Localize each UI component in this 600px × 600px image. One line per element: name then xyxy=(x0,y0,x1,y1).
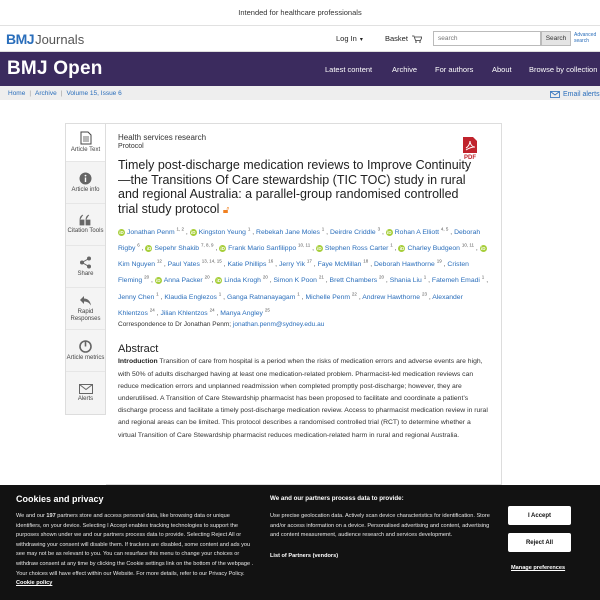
breadcrumb-separator: | xyxy=(60,89,63,97)
author-separator: , xyxy=(441,261,448,269)
sidebar-label-article-text: Article Text xyxy=(70,147,101,153)
author-name-link[interactable]: Jenny Chen xyxy=(118,293,155,301)
quote-icon xyxy=(79,214,92,226)
journal-nav xyxy=(0,52,600,86)
sidebar-item-article-info[interactable] xyxy=(66,162,105,204)
pdf-download-button[interactable] xyxy=(462,136,478,161)
author-affiliation: 20 xyxy=(379,275,385,281)
author-affiliation: 3 xyxy=(377,227,381,232)
author-separator: , xyxy=(267,277,274,285)
author-affiliation: 23 xyxy=(421,291,427,297)
author-name-link[interactable]: Kim Nguyen xyxy=(118,261,156,269)
author-name-link[interactable]: Anna Packer xyxy=(163,277,203,285)
author-item xyxy=(190,229,256,236)
advanced-search-link[interactable]: Advanced search xyxy=(574,32,597,44)
author-item xyxy=(374,261,447,268)
orcid-icon[interactable]: iD xyxy=(317,246,322,252)
sidebar-label-alerts: Alerts xyxy=(77,395,94,402)
author-item xyxy=(330,229,386,236)
author-item xyxy=(227,261,279,268)
author-separator: , xyxy=(154,309,161,317)
author-affiliation: 18 xyxy=(363,259,369,265)
author-name-link[interactable]: Klaudia Englezos xyxy=(164,293,217,301)
author-item xyxy=(164,291,227,301)
author-separator: , xyxy=(299,293,306,301)
breadcrumb-separator: | xyxy=(29,89,32,97)
logo-journals: Journals xyxy=(35,31,85,47)
manage-preferences-link[interactable]: Manage preferences xyxy=(511,565,566,571)
author-separator: , xyxy=(426,293,433,301)
basket-label: Basket xyxy=(385,34,408,43)
author-name-link[interactable]: Paul Yates xyxy=(167,261,200,269)
info-icon xyxy=(79,172,92,185)
breadcrumb-home[interactable]: Home xyxy=(8,89,26,97)
orcid-icon[interactable]: iD xyxy=(216,278,222,284)
author-item xyxy=(226,291,306,301)
author-name-link[interactable]: Jilian Khlentzos xyxy=(160,309,208,317)
orcid-icon[interactable]: iD xyxy=(146,246,152,252)
login-button[interactable] xyxy=(336,34,363,43)
author-name-link[interactable]: Faye McMillan xyxy=(317,261,362,269)
open-access-icon: 🔓︎ xyxy=(222,204,230,216)
author-name-link[interactable]: Linda Krogh xyxy=(224,277,261,285)
orcid-icon[interactable]: iD xyxy=(220,246,225,252)
author-separator: , xyxy=(161,261,168,269)
vendors-link[interactable]: List of Partners (vendors) xyxy=(270,553,339,559)
author-affiliation: 24 xyxy=(149,307,155,313)
basket-button[interactable] xyxy=(385,34,422,43)
intro-label: Introduction xyxy=(118,358,158,366)
correspondence-email-link[interactable]: jonathan.penm@sydney.edu.au xyxy=(232,321,325,329)
author-separator: , xyxy=(380,229,386,237)
author-affiliation: 1 xyxy=(218,291,222,297)
sidebar-label-article-metrics: Article metrics xyxy=(66,354,105,361)
article-title-text: Timely post-discharge medication reviews to Improve Continuity—the Transitions Of Care stewardship (TIC TOC) study in rural and regional Australia: a parallel-group randomised controlled trial study protocol xyxy=(118,158,472,216)
login-label: Log In xyxy=(336,34,357,43)
nav-for-authors[interactable]: For authors xyxy=(435,65,474,74)
author-separator: , xyxy=(213,245,220,253)
chevron-down-icon: ▾ xyxy=(359,37,363,43)
author-name-link[interactable]: Stephen Ross Carter xyxy=(324,245,389,253)
author-separator: , xyxy=(250,229,257,237)
author-name-link[interactable]: Rohan A Elliott xyxy=(394,229,439,237)
author-item xyxy=(386,229,454,236)
author-separator: , xyxy=(392,245,399,253)
author-name-link[interactable]: Sepehr Shakib xyxy=(154,245,200,253)
author-item xyxy=(279,261,318,268)
author-affiliation: 17 xyxy=(306,259,312,265)
reject-all-button[interactable]: Reject All xyxy=(508,533,571,552)
author-affiliation: 1 xyxy=(156,291,159,297)
pdf-label: PDF xyxy=(464,155,476,161)
cookie-heading: Cookies and privacy xyxy=(16,494,104,504)
author-name-link[interactable]: Deborah Hawthorne xyxy=(373,261,435,269)
reply-icon xyxy=(79,295,92,307)
breadcrumb-archive[interactable]: Archive xyxy=(35,89,57,97)
author-name-link[interactable]: Andrew Hawthorne xyxy=(362,293,421,301)
author-affiliation: 6 xyxy=(137,243,140,249)
healthcare-notice xyxy=(0,0,600,26)
orcid-icon[interactable]: iD xyxy=(399,246,405,252)
breadcrumb-volume[interactable]: Volume 15, Issue 6 xyxy=(66,89,122,97)
author-affiliation: 22 xyxy=(351,291,357,297)
author-affiliation: 20 xyxy=(144,275,150,281)
breadcrumb xyxy=(0,86,600,100)
author-separator: , xyxy=(474,245,480,253)
author-affiliation: 20 xyxy=(262,275,268,281)
author-item xyxy=(316,245,399,252)
author-name-link[interactable]: Rebekah Jane Moles xyxy=(256,229,320,237)
author-name-link[interactable]: Ganga Ratnanayagam xyxy=(226,293,296,301)
author-separator: , xyxy=(426,277,432,285)
author-separator: , xyxy=(184,229,190,237)
author-affiliation: 24 xyxy=(209,307,215,313)
author-item xyxy=(330,277,390,284)
author-name-link[interactable]: Frank Mario Sanfilippo xyxy=(228,245,297,253)
logo-bmj: BMJ xyxy=(6,30,35,47)
author-item xyxy=(145,245,219,252)
author-separator: , xyxy=(448,229,455,237)
author-separator: , xyxy=(356,293,363,301)
cookie-text xyxy=(16,512,256,589)
author-separator: , xyxy=(149,277,155,285)
author-affiliation: 1 xyxy=(321,227,325,232)
author-separator: , xyxy=(209,277,216,285)
author-name-link[interactable]: Simon K Poon xyxy=(273,277,317,285)
orcid-icon[interactable]: iD xyxy=(387,229,392,235)
author-affiliation: 19 xyxy=(436,259,442,265)
site-header xyxy=(0,26,600,52)
cookie-policy-link[interactable]: Cookie policy xyxy=(16,580,53,587)
author-name-link[interactable]: Cristen Fleming xyxy=(118,261,469,285)
author-list xyxy=(118,224,489,320)
article-title xyxy=(118,158,473,218)
author-item xyxy=(318,261,374,268)
sidebar-item-citation-tools[interactable] xyxy=(66,204,105,246)
author-affiliation: 1 xyxy=(297,291,300,297)
article-sidebar xyxy=(65,123,106,415)
author-affiliation: 1 xyxy=(423,275,427,281)
author-item xyxy=(390,277,432,284)
author-affiliation: 1, 2 xyxy=(176,227,185,232)
abstract-introduction xyxy=(118,356,489,441)
sidebar-item-article-text[interactable] xyxy=(66,124,105,162)
abstract-heading: Abstract xyxy=(118,343,159,356)
cookie-banner xyxy=(0,485,600,600)
process-text: Use precise geolocation data. Actively scan device characteristics for identification. Store and/or access information on a device. Personalised advertising and content, advertising and content measurement, audience research and services development. xyxy=(270,513,490,539)
author-name-link[interactable]: Manya Angley xyxy=(220,309,263,317)
journal-brand[interactable]: BMJ Open xyxy=(7,58,103,79)
sidebar-label-rapid-responses: Rapid Responses xyxy=(70,308,101,322)
mail-icon xyxy=(79,384,93,394)
cookie-text-after: partners store and access personal data, like browsing data or unique identifiers, on your device. Selecting I Accept enables tracking technologies to support the purposes shown under we and our partners process data to provide. Selecting Reject All or withdrawing your consent will disable them. If trackers are disabled, some content and ads you see may not be as relevant to you. You can resurface this menu to change your choices or withdraw consent at any time by clicking the Cookie settings link on the bottom of the webpage . Your choices will have effect within our Website. For more details, refer to our Privacy Policy. xyxy=(16,513,254,577)
author-affiliation: 1 xyxy=(247,227,251,232)
author-item xyxy=(118,291,165,301)
author-item xyxy=(160,307,221,317)
author-separator: , xyxy=(368,261,374,269)
document-icon xyxy=(80,131,92,145)
sidebar-label-citation-tools: Citation Tools xyxy=(67,228,104,234)
author-affiliation: 16 xyxy=(268,259,274,265)
author-separator: , xyxy=(310,245,316,253)
orcid-icon[interactable]: iD xyxy=(119,229,124,235)
article-type: Protocol xyxy=(118,143,144,150)
envelope-icon xyxy=(550,91,560,98)
metrics-icon xyxy=(79,340,92,353)
partners-count: 197 xyxy=(46,513,56,519)
author-affiliation: 4, 5 xyxy=(440,227,449,232)
author-separator: , xyxy=(384,277,390,285)
cart-icon xyxy=(412,35,422,43)
correspondence-label: Correspondence to Dr Jonathan Penm; xyxy=(118,321,232,329)
author-affiliation: 7, 8, 9 xyxy=(200,243,214,249)
author-name-link[interactable]: Deborah Rigby xyxy=(118,229,481,253)
author-item xyxy=(256,229,330,236)
author-item xyxy=(362,291,433,301)
author-affiliation: 21 xyxy=(318,275,324,281)
author-name-link[interactable]: Charley Budgeon xyxy=(407,245,460,253)
author-name-link[interactable]: Kingston Yeung xyxy=(198,229,246,237)
email-alerts-label: Email alerts xyxy=(563,91,600,98)
nav-about[interactable]: About xyxy=(492,65,512,74)
orcid-icon[interactable]: iD xyxy=(190,229,196,235)
author-separator: , xyxy=(158,293,165,301)
author-affiliation: 12 xyxy=(156,259,162,265)
author-affiliation: 10, 11 xyxy=(298,243,311,249)
sidebar-item-article-metrics[interactable] xyxy=(66,330,105,372)
sidebar-item-share[interactable] xyxy=(66,246,105,288)
author-name-link[interactable]: Jerry Yik xyxy=(278,261,306,269)
author-name-link[interactable]: Deirdre Criddle xyxy=(329,229,376,237)
nav-latest-content[interactable]: Latest content xyxy=(325,65,373,74)
cookie-text-before: We and our xyxy=(16,513,47,519)
author-separator: , xyxy=(273,261,279,269)
author-item xyxy=(215,277,273,284)
author-name-link[interactable]: Brett Chambers xyxy=(329,277,378,285)
sidebar-item-rapid-responses[interactable] xyxy=(66,288,105,330)
author-separator: , xyxy=(221,293,227,301)
author-name-link[interactable]: Alexander Khlentzos xyxy=(118,293,463,317)
author-name-link[interactable]: Fatemeh Emadi xyxy=(431,277,480,285)
orcid-icon[interactable]: iD xyxy=(480,246,486,252)
author-item xyxy=(155,277,216,284)
search-input[interactable] xyxy=(433,31,541,46)
author-item xyxy=(220,307,270,317)
share-icon xyxy=(79,256,92,269)
author-affiliation: 10, 11 xyxy=(461,243,475,249)
author-affiliation: 1 xyxy=(390,243,393,249)
nav-browse-by-collection[interactable]: Browse by collection xyxy=(529,65,598,74)
author-name-link[interactable]: Jonathan Penm xyxy=(127,229,175,237)
author-separator: , xyxy=(323,277,330,285)
sidebar-label-article-info: Article info xyxy=(71,186,100,193)
author-separator: , xyxy=(214,309,221,317)
author-affiliation: 13, 14, 15 xyxy=(201,259,222,265)
author-name-link[interactable]: Michelle Penm xyxy=(305,293,351,301)
author-affiliation: 25 xyxy=(264,307,270,313)
author-affiliation: 1 xyxy=(481,275,485,281)
author-item xyxy=(305,291,363,301)
sidebar-item-alerts[interactable] xyxy=(66,372,105,414)
author-separator: , xyxy=(324,229,330,237)
author-name-link[interactable]: Shania Liu xyxy=(389,277,422,285)
sidebar-label-share: Share xyxy=(77,270,94,277)
author-item xyxy=(398,245,479,252)
author-item xyxy=(432,277,488,284)
article-panel xyxy=(106,123,502,485)
intro-text: Transition of care from hospital is a period when the risks of medication errors and adverse events are high, with 50% of adults discharged having at least one medication-related problem. Pharmacist-led medication reviews can reduce medication errors and unplanned readmission when completed promptly post-discharge; however, they are underutilised. A Transition of Care Stewardship pharmacist has been proposed to facilitate and coordinate a patient’s discharge process and facilitate a timely post-discharge medication review. Access to pharmacist medication review in rural and regional areas can be limited. This protocol describes a randomised controlled trial (RCT) to determine whether a virtual Transition of Care Stewardship pharmacist reduces medication-related harm in rural and regional Australia. xyxy=(118,358,488,439)
author-item xyxy=(168,261,228,268)
article-section[interactable]: Health services research xyxy=(118,133,207,142)
author-affiliation: 20 xyxy=(204,275,210,281)
orcid-icon[interactable]: iD xyxy=(156,278,161,284)
accept-button[interactable]: I Accept xyxy=(508,506,571,525)
author-separator: , xyxy=(311,261,318,269)
author-item xyxy=(274,277,330,284)
nav-archive[interactable]: Archive xyxy=(392,65,418,74)
search-button[interactable]: Search xyxy=(541,31,571,46)
email-alerts-link[interactable] xyxy=(550,91,600,98)
author-item xyxy=(219,245,316,252)
correspondence xyxy=(118,321,489,328)
author-separator: , xyxy=(484,277,489,285)
author-separator: , xyxy=(139,245,146,253)
bmj-journals-logo[interactable] xyxy=(6,31,84,47)
author-name-link[interactable]: Katie Phillips xyxy=(227,261,267,269)
author-separator: , xyxy=(221,261,228,269)
process-heading: We and our partners process data to provide: xyxy=(270,495,404,502)
healthcare-notice-text: Intended for healthcare professionals xyxy=(238,8,362,17)
pdf-icon xyxy=(462,136,478,154)
author-item xyxy=(118,229,190,236)
